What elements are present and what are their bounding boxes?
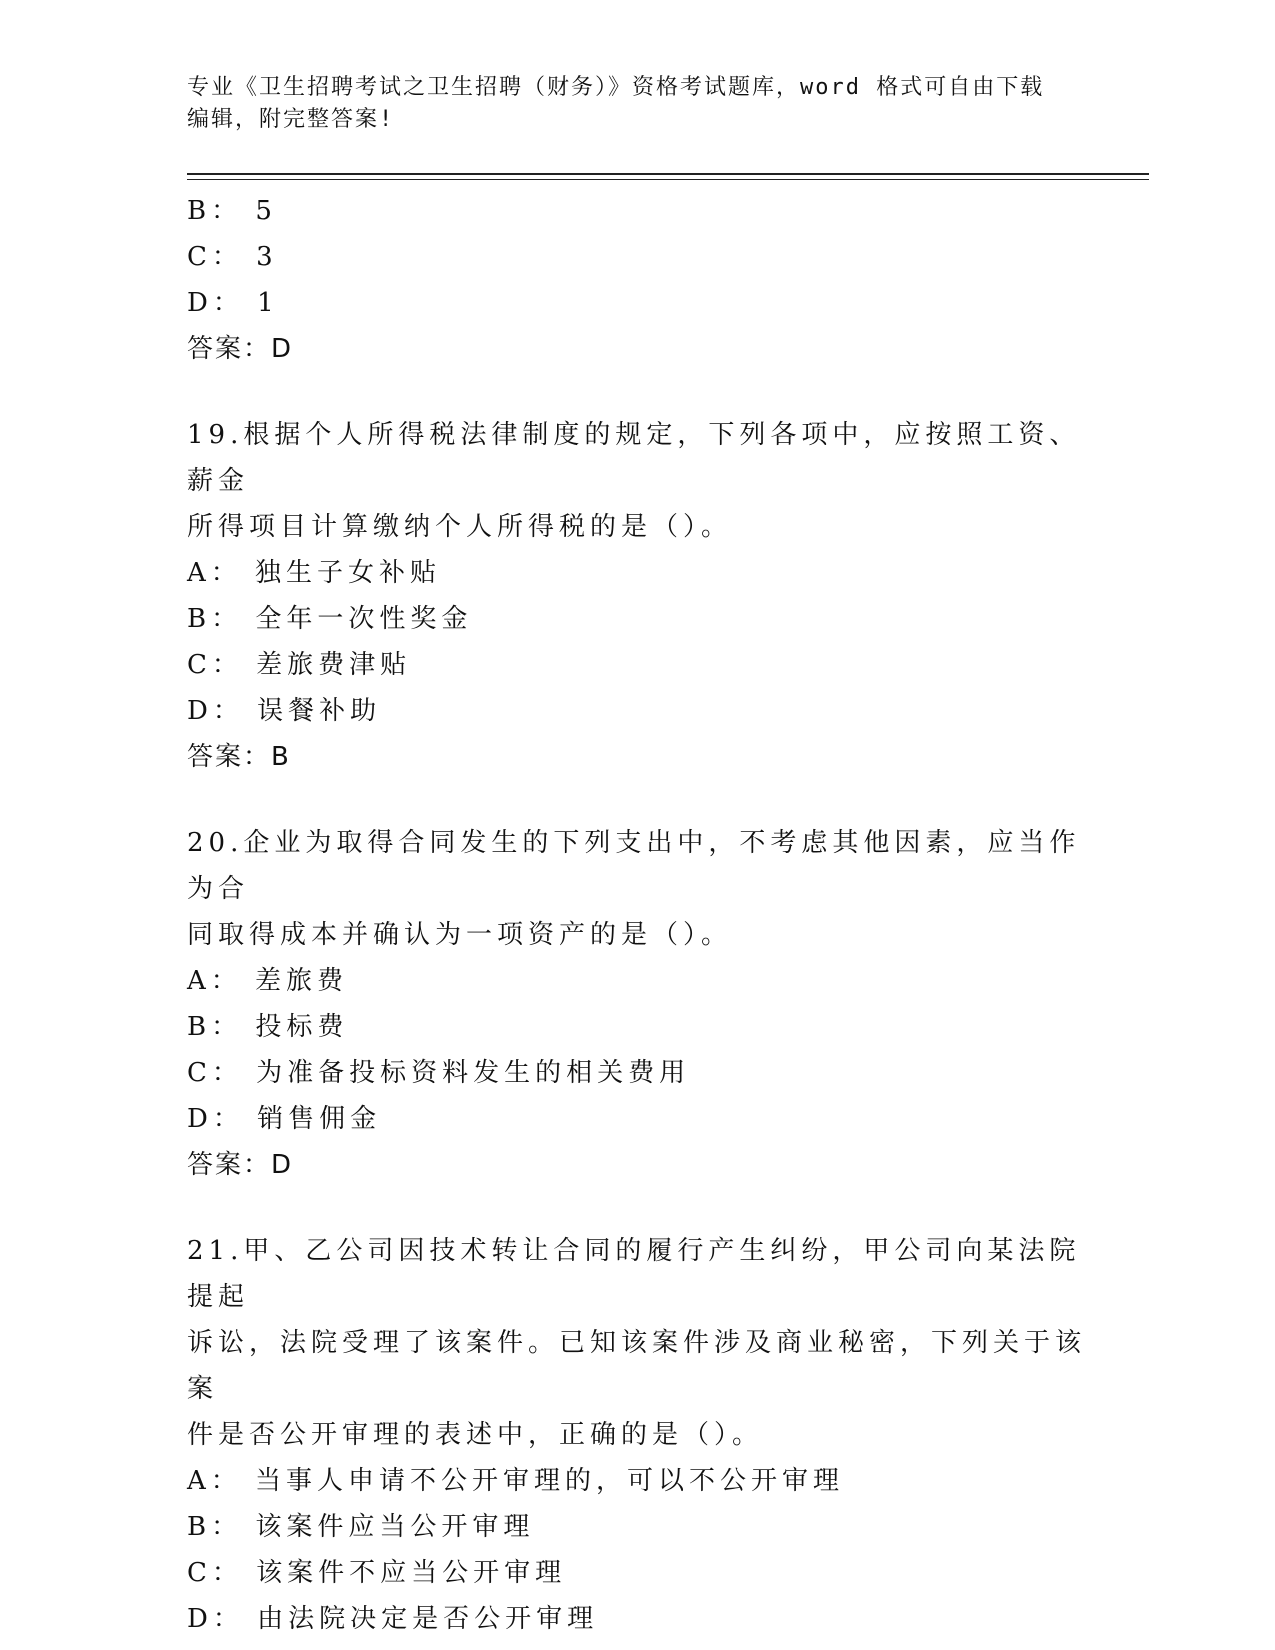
option-d: D： 误餐补助 <box>187 696 382 726</box>
question-stem-line: 19.根据个人所得税法律制度的规定，下列各项中，应按照工资、薪金 <box>187 420 1081 496</box>
question-stem <box>187 820 1087 958</box>
option-c: C： 3 <box>187 242 278 272</box>
question-stem <box>187 412 1087 550</box>
question-stem-line: 诉讼，法院受理了该案件。已知该案件涉及商业秘密，下列关于该案 <box>187 1328 1087 1404</box>
spacer <box>187 780 1087 804</box>
spacer <box>187 1188 1087 1212</box>
document-body <box>187 188 1087 1642</box>
answer-line: 答案：B <box>187 742 291 772</box>
option-b: B： 全年一次性奖金 <box>187 604 473 634</box>
option-c: C： 为准备投标资料发生的相关费用 <box>187 1058 691 1088</box>
header-line-2: 编辑，附完整答案! <box>187 107 395 132</box>
spacer <box>187 372 1087 396</box>
question-stem-line: 件是否公开审理的表述中，正确的是（）。 <box>187 1420 764 1450</box>
option-b: B： 5 <box>187 196 277 226</box>
option-c: C： 该案件不应当公开审理 <box>187 1558 567 1588</box>
option-d: D： 由法院决定是否公开审理 <box>187 1604 599 1634</box>
option-b: B： 该案件应当公开审理 <box>187 1512 535 1542</box>
question-stem-line: 所得项目计算缴纳个人所得税的是（）。 <box>187 512 733 542</box>
previous-question-tail <box>187 188 1087 372</box>
question-stem-line: 20.企业为取得合同发生的下列支出中，不考虑其他因素，应当作为合 <box>187 828 1081 904</box>
question-21 <box>187 1228 1087 1642</box>
question-20 <box>187 820 1087 1188</box>
option-d: D： 销售佣金 <box>187 1104 382 1134</box>
question-stem-line: 21.甲、乙公司因技术转让合同的履行产生纠纷，甲公司向某法院提起 <box>187 1236 1081 1312</box>
page-header <box>187 72 1087 136</box>
header-divider-thin <box>187 179 1149 180</box>
answer-line: 答案：D <box>187 334 294 364</box>
header-line-1: 专业《卫生招聘考试之卫生招聘（财务）》资格考试题库，word 格式可自由下载 <box>187 75 1045 100</box>
option-a: A： 独生子女补贴 <box>187 558 442 588</box>
option-c: C： 差旅费津贴 <box>187 650 412 680</box>
option-a: A： 差旅费 <box>187 966 349 996</box>
question-19 <box>187 412 1087 780</box>
option-b: B： 投标费 <box>187 1012 349 1042</box>
question-stem-line: 同取得成本并确认为一项资产的是（）。 <box>187 920 733 950</box>
header-divider-thick <box>187 173 1149 175</box>
option-d: D： 1 <box>187 288 279 318</box>
option-a: A： 当事人申请不公开审理的，可以不公开审理 <box>187 1466 845 1496</box>
answer-line: 答案：D <box>187 1150 294 1180</box>
question-stem <box>187 1228 1087 1458</box>
